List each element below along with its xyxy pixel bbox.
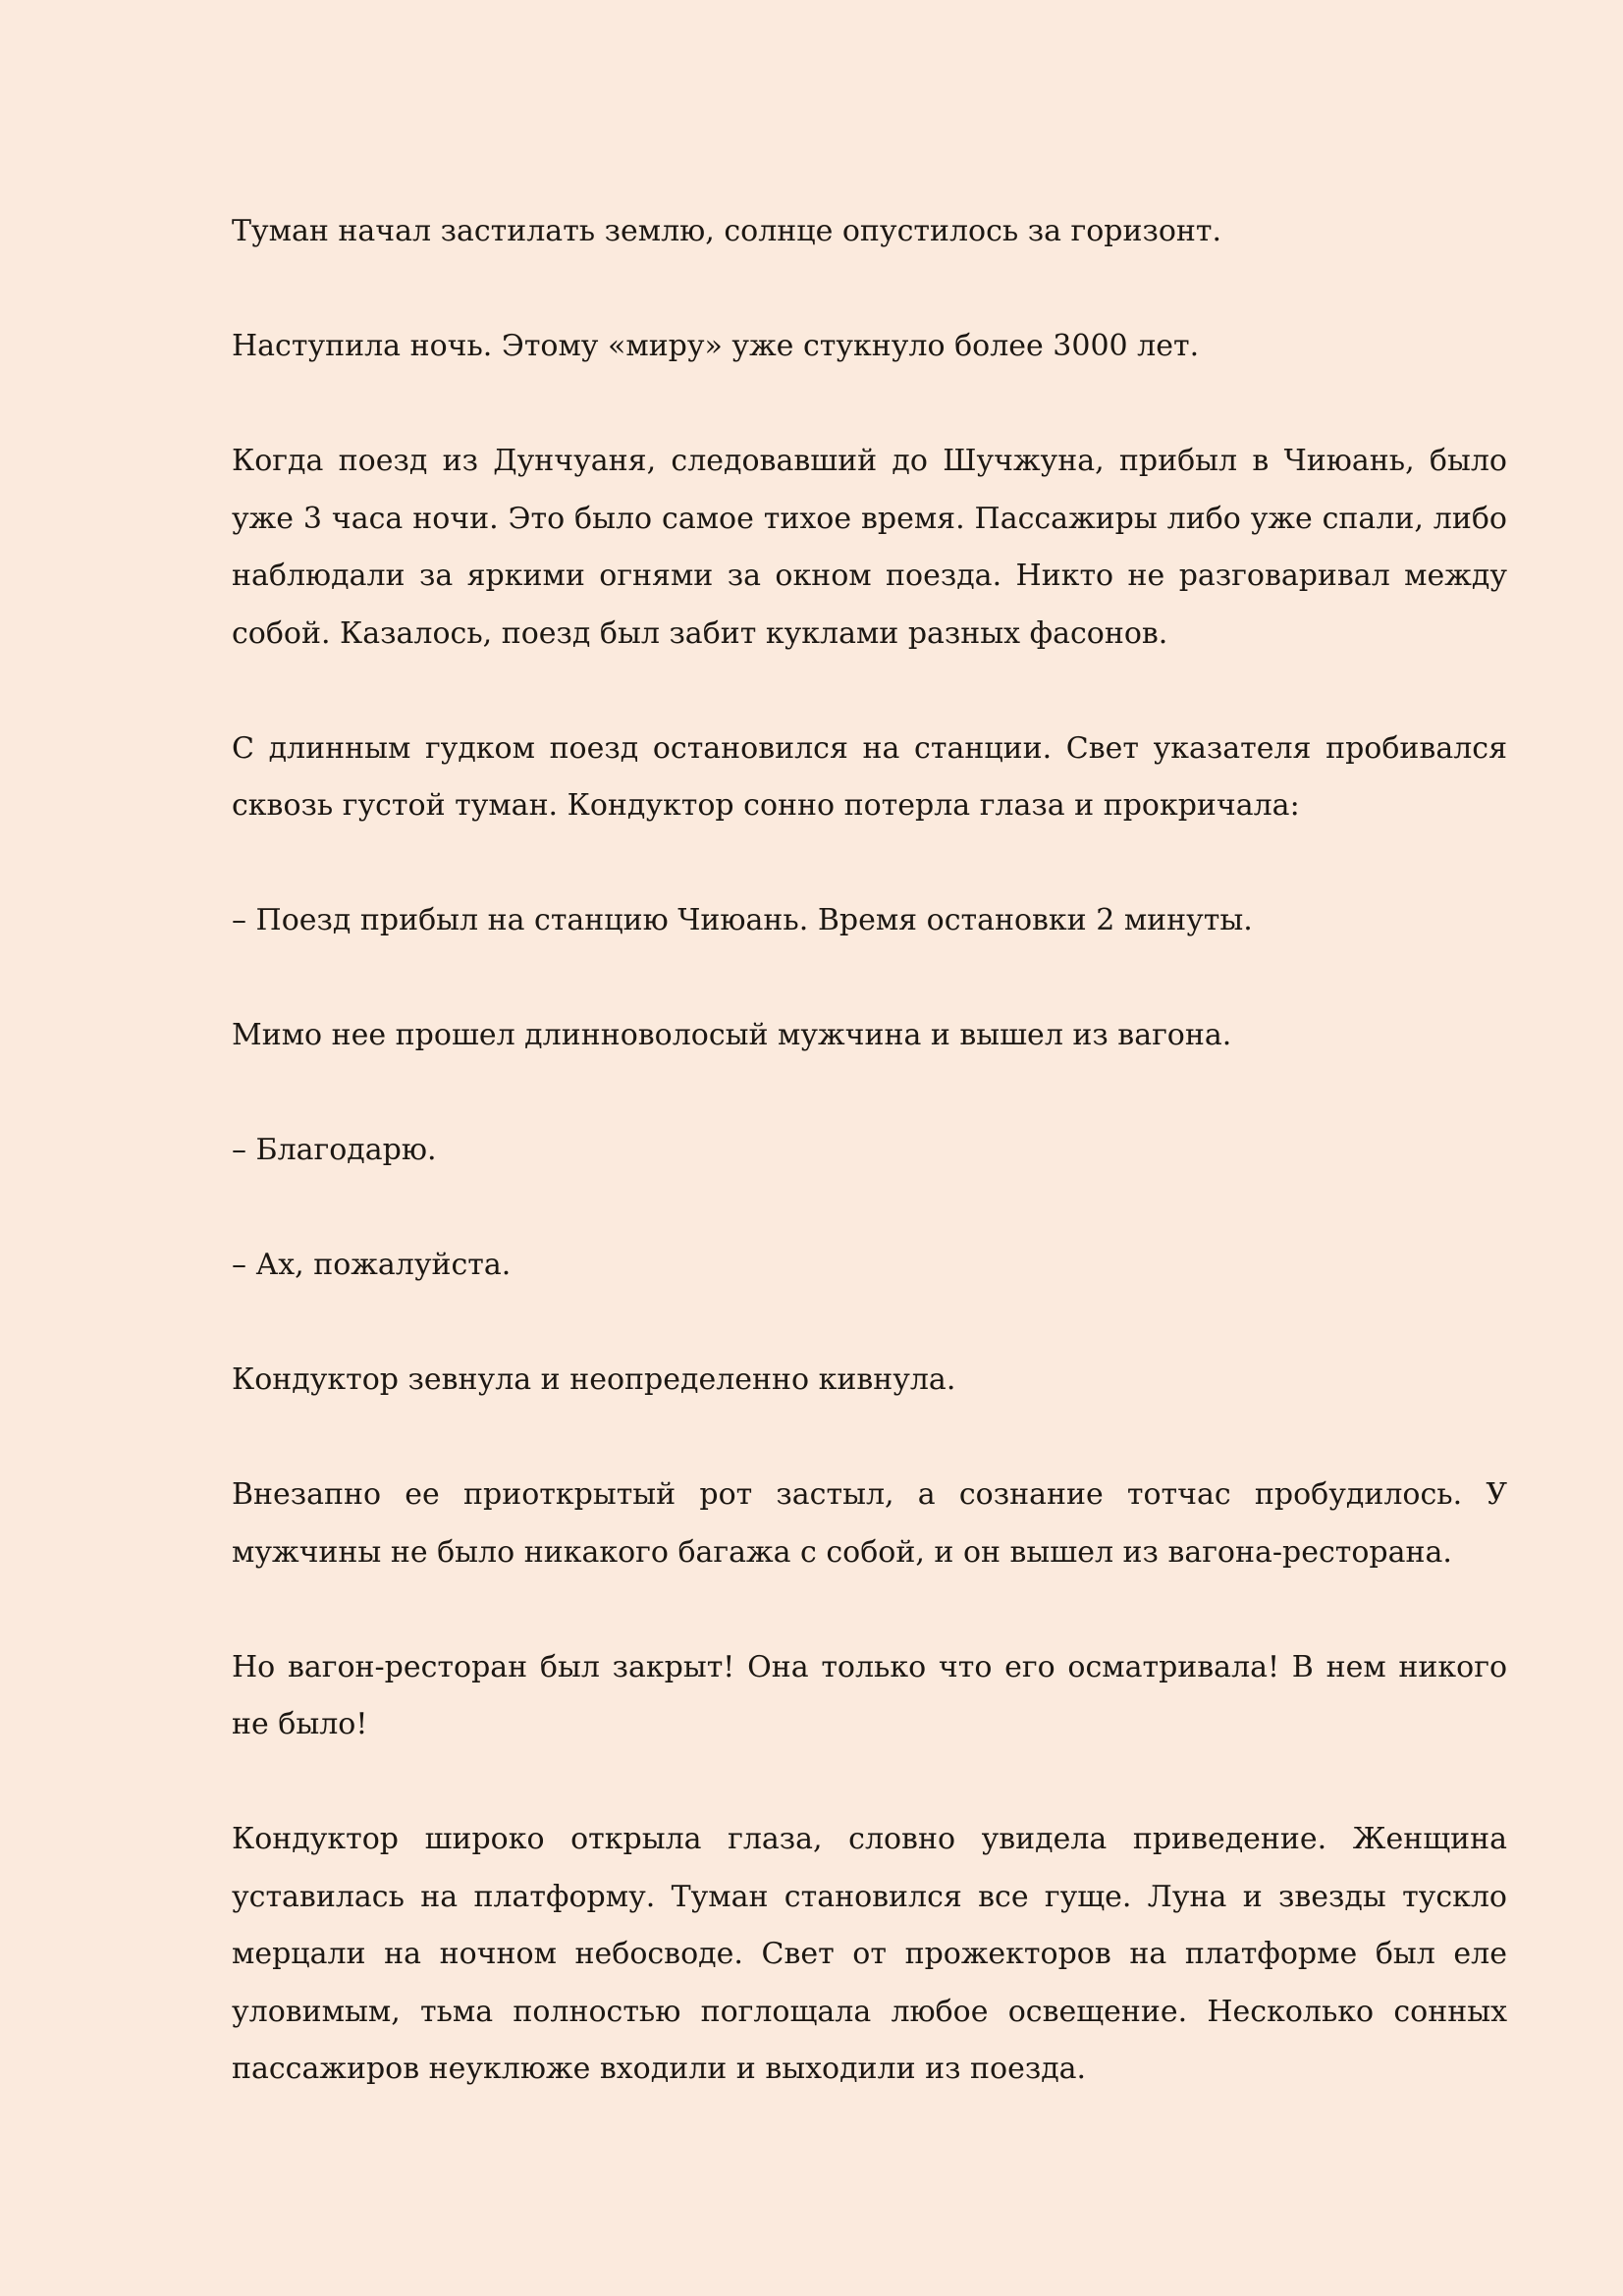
paragraph: Но вагон-ресторан был закрыт! Она только что его осматривала! В нем никого не было!	[232, 1649, 1507, 1741]
dialogue-line: – Ах, пожалуйста.	[232, 1248, 512, 1282]
dialogue-line: – Благодарю.	[232, 1133, 437, 1167]
paragraph: Туман начал застилать землю, солнце опустилось за горизонт.	[232, 214, 1222, 248]
paragraph: Когда поезд из Дунчуаня, следовавший до Шучжуна, прибыл в Чиюань, было уже 3 часа ночи. Это было самое тихое время. Пассажиры либо уже спали, либо наблюдали за яркими огнями за окном поезда. Никто не разговаривал между собой. Казалось, поезд был забит куклами разных фасонов.	[232, 444, 1507, 651]
paragraph: С длинным гудком поезд остановился на станции. Свет указателя пробивался сквозь густой туман. Кондуктор сонно потерла глаза и прокричала:	[232, 730, 1507, 823]
paragraph: Мимо нее прошел длинноволосый мужчина и вышел из вагона.	[232, 1018, 1232, 1052]
paragraph: Внезапно ее приоткрытый рот застыл, а сознание тотчас пробудилось. У мужчины не было никакого багажа с собой, и он вышел из вагона-ресторана.	[232, 1477, 1507, 1570]
paragraph: Наступила ночь. Этому «миру» уже стукнуло более 3000 лет.	[232, 329, 1200, 363]
paragraph: Кондуктор зевнула и неопределенно кивнула.	[232, 1362, 956, 1397]
document-body	[232, 203, 1507, 2156]
dialogue-line: – Поезд прибыл на станцию Чиюань. Время остановки 2 минуты.	[232, 903, 1253, 937]
paragraph: Кондуктор широко открыла глаза, словно увидела приведение. Женщина уставилась на платформу. Туман становился все гуще. Луна и звезды тускло мерцали на ночном небосводе. Свет от прожекторов на платформе был еле уловимым, тьма полностью поглощала любое освещение. Несколько сонных пассажиров неуклюже входили и выходили из поезда.	[232, 1822, 1507, 2086]
